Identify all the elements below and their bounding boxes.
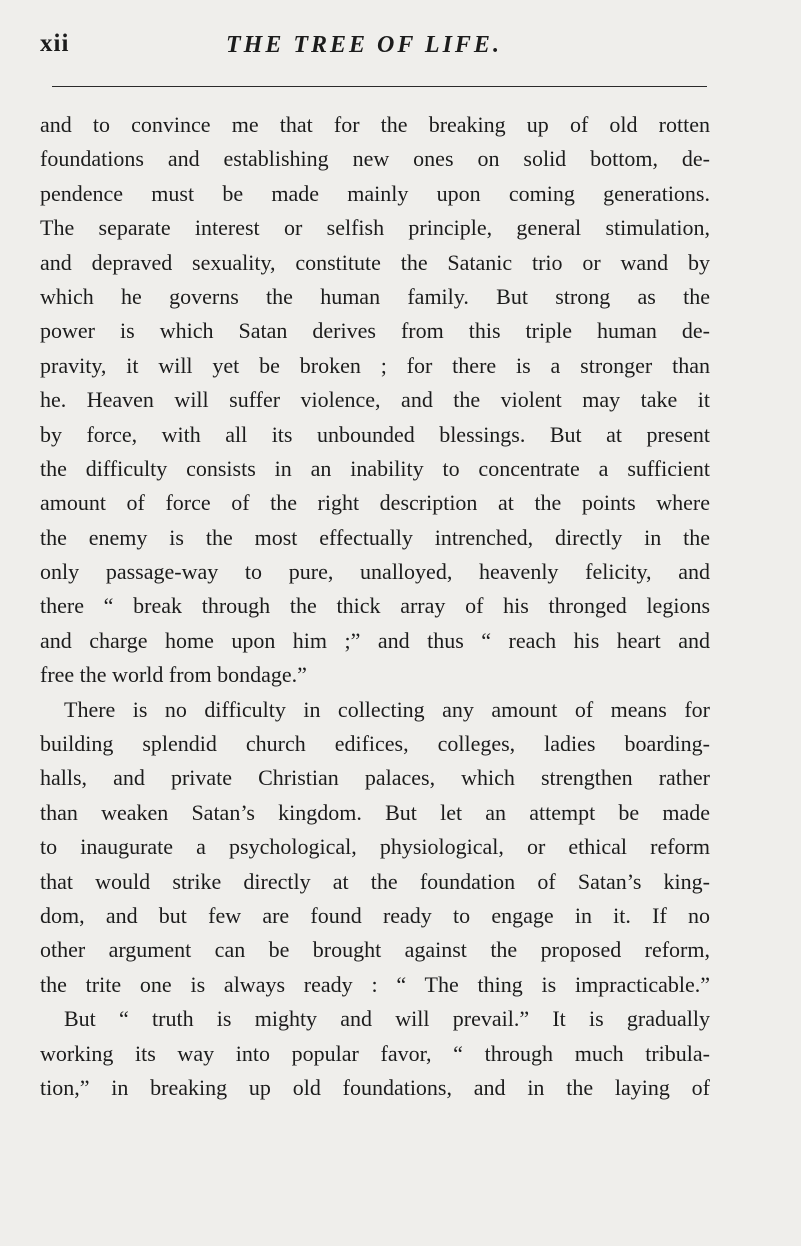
page-header	[40, 30, 720, 70]
text-line: The separate interest or selfish principle, general stimulation,	[40, 215, 710, 241]
header-rule	[52, 86, 707, 87]
text-line: halls, and private Christian palaces, which strengthen rather	[40, 765, 710, 791]
text-line: which he governs the human family. But strong as the	[40, 283, 710, 309]
text-line: only passage-way to pure, unalloyed, heavenly felicity, and	[40, 559, 710, 585]
text-line: to inaugurate a psychological, physiological, or ethical reform	[40, 834, 710, 860]
page-number: xii	[40, 30, 70, 57]
text-line: than weaken Satan’s kingdom. But let an attempt be made	[40, 799, 710, 825]
text-line: building splendid church edifices, colleges, ladies boarding-	[40, 731, 710, 757]
text-line: other argument can be brought against the proposed reform,	[40, 937, 710, 963]
text-line: the enemy is the most effectually intrenched, directly in the	[40, 524, 710, 550]
running-head: THE TREE OF LIFE.	[226, 32, 502, 58]
text-line: that would strike directly at the foundation of Satan’s king-	[40, 868, 710, 894]
text-line: But “ truth is mighty and will prevail.” It is gradually	[64, 1006, 710, 1032]
text-line: pravity, it will yet be broken ; for there is a stronger than	[40, 352, 710, 378]
text-line: power is which Satan derives from this triple human de-	[40, 318, 710, 344]
text-line: working its way into popular favor, “ through much tribula-	[40, 1040, 710, 1066]
text-line: pendence must be made mainly upon coming generations.	[40, 180, 710, 206]
text-line: he. Heaven will suffer violence, and the violent may take it	[40, 387, 710, 413]
text-line: There is no difficulty in collecting any amount of means for	[64, 696, 710, 722]
text-line: and depraved sexuality, constitute the Satanic trio or wand by	[40, 249, 710, 275]
body-text	[40, 108, 710, 1105]
text-line: by force, with all its unbounded blessings. But at present	[40, 421, 710, 447]
text-line: the difficulty consists in an inability to concentrate a sufficient	[40, 455, 710, 481]
text-line: dom, and but few are found ready to engage in it. If no	[40, 902, 710, 928]
text-line: amount of force of the right description at the points where	[40, 490, 710, 516]
text-line: there “ break through the thick array of his thronged legions	[40, 593, 710, 619]
text-line: and to convince me that for the breaking up of old rotten	[40, 112, 710, 137]
text-line: the trite one is always ready : “ The thing is impracticable.”	[40, 971, 710, 997]
text-line: and charge home upon him ;” and thus “ reach his heart and	[40, 627, 710, 653]
text-line: free the world from bondage.”	[40, 662, 307, 688]
text-line: foundations and establishing new ones on solid bottom, de-	[40, 146, 710, 172]
text-line: tion,” in breaking up old foundations, and in the laying of	[40, 1074, 710, 1100]
